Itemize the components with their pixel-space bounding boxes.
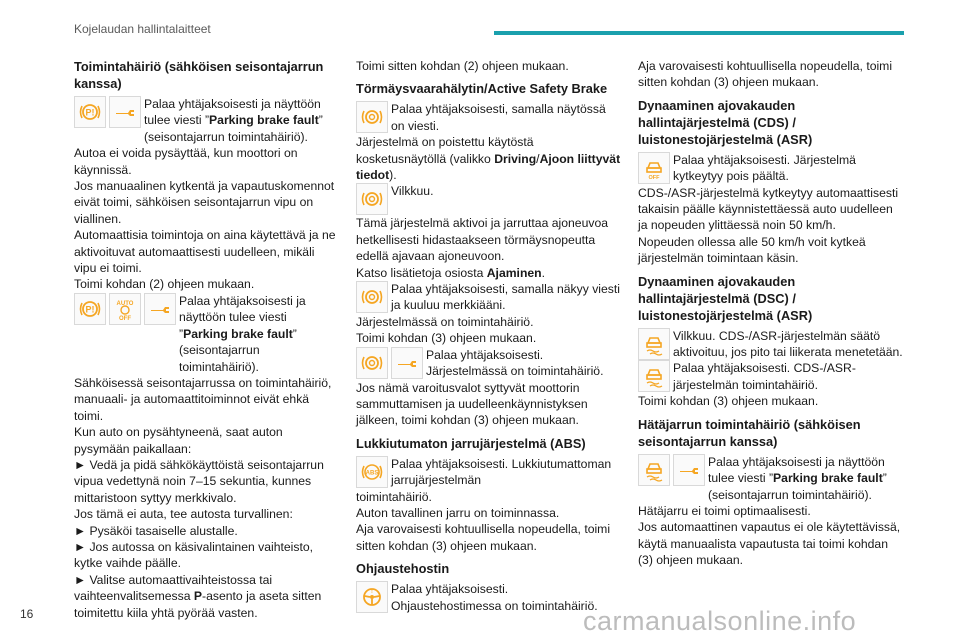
paragraph: Aja varovaisesti kohtuullisella nopeudella, toimi sitten kohdan (3) ohjeen mukaan. [356,522,611,553]
indicator-text-2: Palaa yhtäjaksoisesti ja näyttöön tulee viesti ”Parking brake fault” (seisontajarrun toimintahäiriö). [179,293,306,374]
paragraph: Tämä järjestelmä aktivoi ja jarruttaa ajoneuvoa hetkellisesti hidastaakseen törmäysnopeutta edellä ajavaan ajoneuvoon. [356,216,608,264]
indicator-text: Palaa yhtäjaksoisesti. Lukkiutumattoman jarrujärjestelmän [391,456,612,488]
indicator-block [638,454,904,503]
paragraph: Hätäjarru ei toimi optimaalisesti. [638,503,811,518]
paragraph: ► Jos autossa on käsivalintainen vaihteisto, kytke vaihde päälle. [74,539,314,571]
section-heading-dsc-asr: Dynaaminen ajovakauden hallintajärjestelmä (DSC) / luistonestojärjestelmä (ASR) [638,273,813,323]
paragraph: Kun auto on pysähtyneenä, saat auton pysymään paikallaan: [74,425,283,456]
paragraph: Toimi sitten kohdan (2) ohjeen mukaan. [356,59,569,73]
wrench-icon [144,293,176,325]
indicator-block [356,581,621,614]
paragraph: toimintahäiriö. [356,489,432,504]
paragraph: ► Valitse automaattivaihteistossa tai vaihteenvalitsemessa P-asento ja aseta sitten toimitettu kiila yhtä pyörää vasten. [74,572,322,620]
steering-wheel-icon [356,581,388,613]
section-heading-cds-asr: Dynaaminen ajovakauden hallintajärjestelmä (CDS) / luistonestojärjestelmä (ASR) [638,97,813,147]
active-safety-brake-icon [356,101,388,133]
indicator-text: Palaa yhtäjaksoisesti. Järjestelmässä on toimintahäiriö. [426,347,604,379]
paragraph: Jos tämä ei auta, tee autosta turvallinen: [74,507,293,522]
section-heading-active-safety-brake: Törmäysvaarahälytin/Active Safety Brake [356,81,608,97]
svg-text:OFF: OFF [648,174,660,180]
indicator-block [356,183,621,215]
indicator-text: Vilkkuu. [391,184,434,199]
column-middle [356,58,621,614]
indicator-block [638,152,904,185]
paragraph: Autoa ei voida pysäyttää, kun moottori on käynnissä. [74,146,298,177]
indicator-text: Palaa yhtäjaksoisesti ja näyttöön tulee viesti ”Parking brake fault” (seisontajarrun toimintahäiriö). [708,454,887,502]
indicator-block-1 [74,96,336,145]
paragraph: Toimi kohdan (2) ohjeen mukaan. [74,277,255,292]
svg-text:ABS: ABS [365,470,379,477]
indicator-block [356,281,621,314]
indicator-text: Palaa yhtäjaksoisesti. Järjestelmä kytkeytyy pois päältä. [673,152,856,184]
watermark: carmanualsonline.info [583,606,857,636]
paragraph: Toimi kohdan (3) ohjeen mukaan. [356,331,537,346]
paragraph: ► Pysäköi tasaiselle alustalle. [74,523,238,538]
indicator-text: Palaa yhtäjaksoisesti. Ohjaustehostimessa on toimintahäiriö. [391,582,598,613]
active-safety-brake-icon [356,183,388,215]
paragraph: Aja varovaisesti kohtuullisella nopeudella, toimi sitten kohdan (3) ohjeen mukaan. [638,59,893,90]
svg-text:P!: P! [85,107,95,118]
indicator-block [638,360,904,393]
indicator-text-1: Palaa yhtäjaksoisesti ja näyttöön tulee viesti ”Parking brake fault” (seisontajarrun toimintahäiriö). [144,97,323,144]
section-heading-emergency-brake: Hätäjarrun toimintahäiriö (sähköisen seisontajarrun kanssa) [638,416,861,449]
paragraph: Jos automaattinen vapautus ei ole käytettävissä, käytä manuaalista vapautusta tai toimi kohdan (3) ohjeen mukaan. [638,520,901,568]
section-heading-epb-fault: Toimintahäiriö (sähköisen seisontajarrun kanssa) [74,59,324,91]
active-safety-brake-icon [356,281,388,313]
stability-control-icon [638,454,670,486]
auto-off-icon [109,293,141,325]
indicator-text: Palaa yhtäjaksoisesti, samalla näytössä on viesti. [391,102,606,133]
stability-control-icon [638,328,670,360]
wrench-icon [109,96,141,128]
paragraph: Toimi kohdan (3) ohjeen mukaan. [638,394,819,409]
indicator-text: Palaa yhtäjaksoisesti. CDS-/ASR-järjestelmän toimintahäiriö. [673,361,856,392]
column-left [74,58,336,621]
stability-control-off-icon [638,152,670,184]
parking-brake-fault-icon [74,293,106,325]
parking-brake-fault-icon [74,96,106,128]
paragraph: Automaattisia toimintoja on aina käytettävä ja ne aktivoituvat automaattisesti uudelleen, mikäli vipu ei toimi. [74,228,336,276]
svg-text:OFF: OFF [119,315,131,321]
paragraph: Auton tavallinen jarru on toiminnassa. [356,505,560,520]
indicator-block [356,101,621,134]
paragraph: Järjestelmä on poistettu käytöstä kosketusnäytöllä (valikko Driving/Ajoon liittyvät tiedot). [356,135,621,183]
indicator-text: Vilkkuu. CDS-/ASR-järjestelmän säätö aktivoituu, jos pito tai liikerata menetetään. [673,328,903,360]
svg-text:P!: P! [85,304,95,315]
wrench-icon [673,454,705,486]
paragraph: Järjestelmässä on toimintahäiriö. [356,314,534,329]
indicator-block [638,328,904,361]
paragraph: ► Vedä ja pidä sähkökäyttöistä seisontajarrun vipua vedettynä noin 7–15 sekuntia, kunnes mittaristoon syttyy merkkivalo. [74,457,324,505]
abs-icon [356,456,388,488]
paragraph: Katso lisätietoja osiosta Ajaminen. [356,265,545,280]
paragraph: Jos nämä varoitusvalot syttyvät moottorin sammuttamisen ja uudelleenkäynnistyksen jälkeen, toimi kohdan (3) ohjeen mukaan. [356,380,588,428]
paragraph: Jos manuaalinen kytkentä ja vapautuskomennot eivät toimi, sähköisen seisontajarrun vipu on viallinen. [74,179,335,226]
active-safety-brake-icon [356,347,388,379]
indicator-text: Palaa yhtäjaksoisesti, samalla näkyy viesti ja kuuluu merkkiääni. [391,282,620,313]
page-number: 16 [20,607,34,621]
indicator-block [356,456,621,489]
indicator-block-2 [74,293,336,375]
paragraph: Sähköisessä seisontajarrussa on toimintahäiriö, manuaali- ja automaattitoiminnot eivät ehkä toimi. [74,375,332,423]
section-heading-power-steering: Ohjaustehostin [356,561,450,577]
section-heading-abs: Lukkiutumaton jarrujärjestelmä (ABS) [356,435,586,451]
stability-control-icon [638,360,670,392]
header-accent-bar [494,31,904,35]
column-right [638,58,904,569]
wrench-icon [391,347,423,379]
indicator-block [356,347,621,380]
running-header: Kojelaudan hallintalaitteet [74,22,211,36]
svg-text:AUTO: AUTO [116,300,134,307]
paragraph: CDS-/ASR-järjestelmä kytkeytyy automaattisesti takaisin päälle käynnistettäessä auto uudelleen ja nopeuden ylittäessä noin 50 km/h. [638,185,899,233]
svg-text:!: ! [371,589,373,596]
paragraph: Nopeuden ollessa alle 50 km/h voit kytkeä järjestelmän toimintaan käsin. [638,234,866,266]
